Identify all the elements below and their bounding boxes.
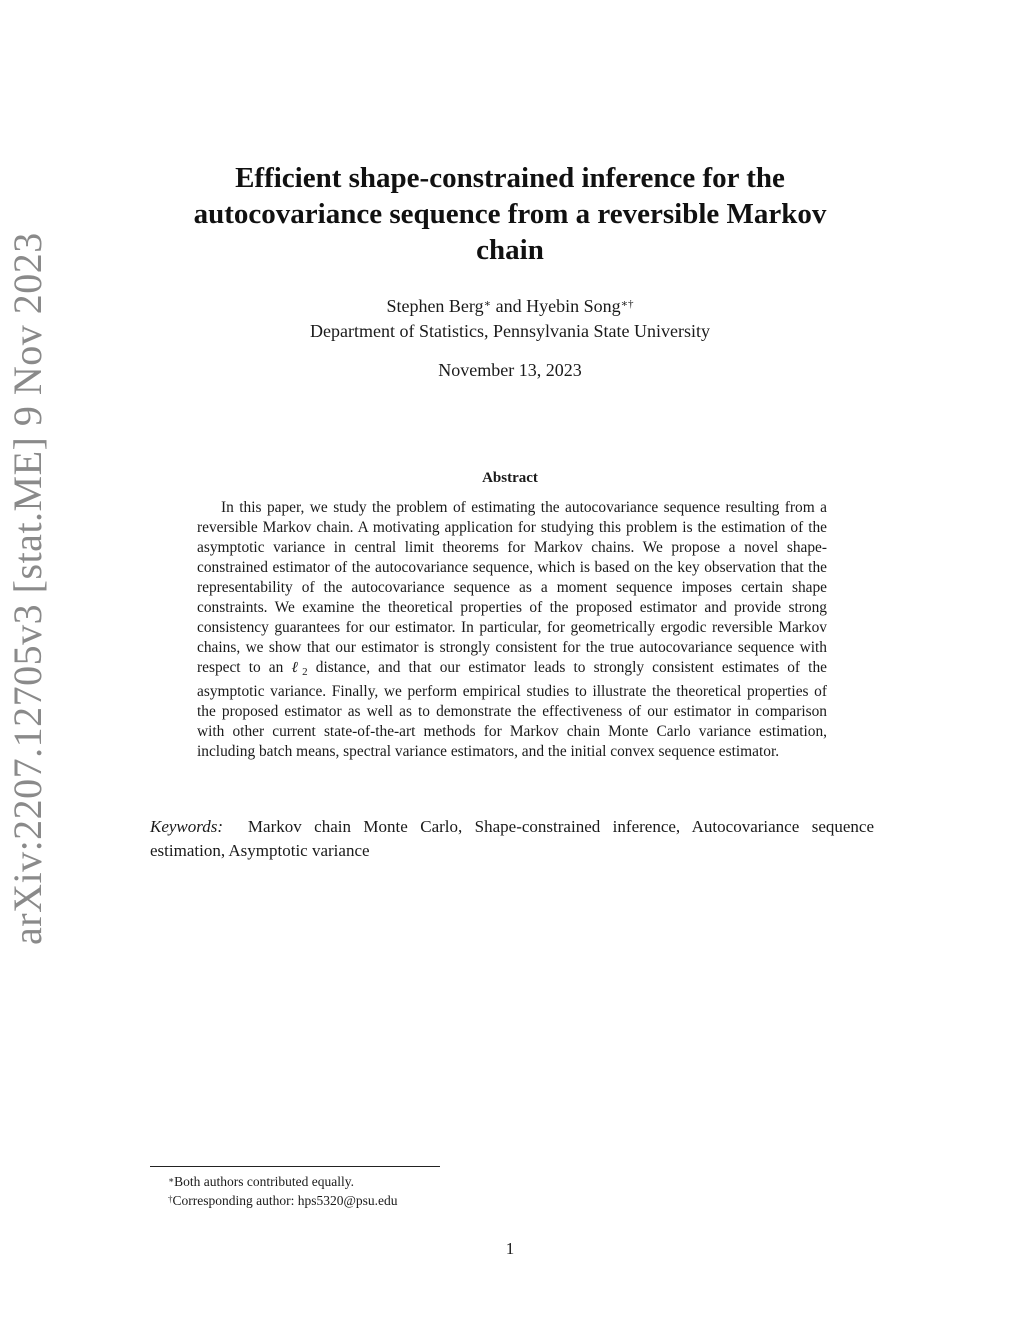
footnotes <box>168 1172 868 1210</box>
author-1-name: Stephen Berg <box>386 296 484 316</box>
keywords-text: Markov chain Monte Carlo, Shape-constrained inference, Autocovariance sequence estimation, Asymptotic variance <box>150 817 874 860</box>
math-ell-subscript: 2 <box>302 666 308 678</box>
author-affiliation: Department of Statistics, Pennsylvania State University <box>310 321 710 341</box>
author-conjunction: and <box>491 296 527 316</box>
arxiv-identifier-stamp: arXiv:2207.12705v3 [stat.ME] 9 Nov 2023 <box>5 232 50 945</box>
paper-title <box>140 160 880 268</box>
abstract-body <box>197 498 827 762</box>
title-line-1: Efficient shape-constrained inference for the <box>235 162 785 194</box>
footnote-1-mark: ∗ <box>168 1175 175 1185</box>
abstract-text-part-1: In this paper, we study the problem of estimating the autocovariance sequence resulting from a reversible Markov chain. A motivating application for studying this problem is the estimation of the asymptotic variance in central limit theorems for Markov chains. We propose a novel shape-constrained estimator of the autocovariance sequence, which is based on the key observation that the representability of the autocovariance sequence as a moment sequence imposes certain shape constraints. We examine the theoretical properties of the proposed estimator and provide strong consistency guarantees for our estimator. In particular, for geometrically ergodic reversible Markov chains, we show that our estimator is strongly consistent for the true autocovariance sequence with respect to an <box>197 499 827 676</box>
keywords-section <box>150 815 874 863</box>
math-ell-symbol: ℓ <box>291 659 303 676</box>
abstract-text-part-2: distance, and that our estimator leads to strongly consistent estimates of the asymptotic variance. Finally, we perform empirical studies to illustrate the theoretical properties of the proposed estimator as well as to demonstrate the effectiveness of our estimator in comparison with other current state-of-the-art methods for Markov chain Monte Carlo variance estimation, including batch means, spectral variance estimators, and the initial convex sequence estimator. <box>197 659 827 760</box>
footnote-1 <box>168 1172 868 1191</box>
footnote-2 <box>168 1191 868 1210</box>
author-1-footnote-mark: ∗ <box>483 298 492 310</box>
footnote-divider <box>150 1166 440 1167</box>
page-number: 1 <box>505 1239 515 1258</box>
abstract-heading: Abstract <box>482 470 538 486</box>
footnote-1-text: Both authors contributed equally. <box>174 1174 354 1189</box>
footnote-2-text: Corresponding author: hps5320@psu.edu <box>172 1193 398 1208</box>
title-line-3: chain <box>476 234 544 266</box>
author-block <box>140 294 880 344</box>
paper-date: November 13, 2023 <box>438 360 582 380</box>
title-line-2: autocovariance sequence from a reversible Markov <box>193 198 827 230</box>
author-names <box>140 294 880 319</box>
author-2-name: Hyebin Song <box>526 296 621 316</box>
keywords-label: Keywords: <box>150 817 224 836</box>
footnote-2-mark: † <box>168 1194 173 1204</box>
author-2-footnote-mark: ∗† <box>620 298 634 310</box>
